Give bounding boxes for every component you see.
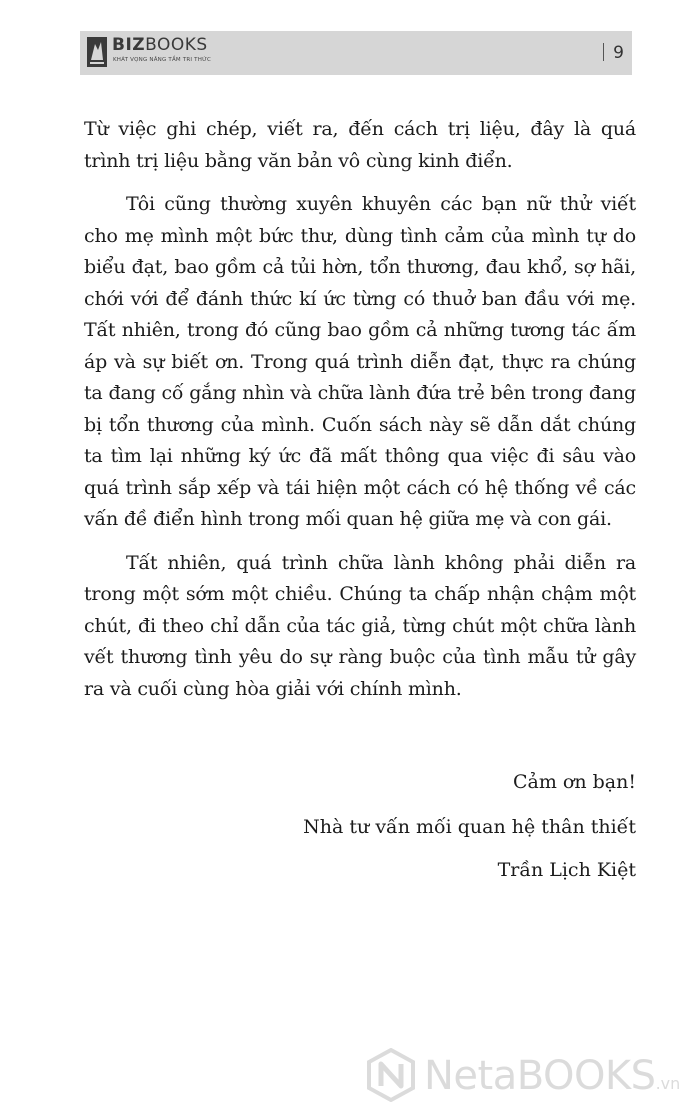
signature-name: Trần Lịch Kiệt	[497, 859, 636, 881]
page-header	[80, 31, 632, 75]
brand-tagline: KHÁT VỌNG NÂNG TẦM TRI THỨC	[113, 57, 212, 63]
netabooks-logo-icon	[364, 1048, 418, 1102]
watermark	[364, 1044, 681, 1106]
body-text	[84, 114, 636, 705]
brand-name	[112, 35, 208, 55]
watermark-text	[424, 1054, 680, 1106]
paragraph-3: Tất nhiên, quá trình chữa lành không phải diễn ra trong một sớm một chiều. Chúng ta chấp nhận chậm một chút, đi theo chỉ dẫn của tác giả, từng chút một chữa lành vết thương tình yêu do sự ràng buộc của tình mẫu tử gây ra và cuối cùng hòa giải với chính mình.	[84, 551, 636, 700]
paragraph-2: Tôi cũng thường xuyên khuyên các bạn nữ thử viết cho mẹ mình một bức thư, dùng tình cảm của mình tự do biểu đạt, bao gồm cả tủi hờn, tổn thương, đau khổ, sợ hãi, chới với để đánh thức kí ức từng có thuở ban đầu với mẹ. Tất nhiên, trong đó cũng bao gồm cả những tương tác ấm áp và sự biết ơn. Trong quá trình diễn đạt, thực ra chúng ta đang cố gắng nhìn và chữa lành đứa trẻ bên trong đang bị tổn thương của mình. Cuốn sách này sẽ dẫn dắt chúng ta tìm lại những ký ức đã mất thông qua việc đi sâu vào quá trình sắp xếp và tái hiện một cách có hệ thống về các vấn đề điển hình trong mối quan hệ giữa mẹ và con gái.	[84, 193, 636, 530]
brand-light: BOOKS	[145, 35, 208, 55]
brand-bold: BIZ	[112, 35, 146, 55]
page-number-value: 9	[613, 43, 624, 63]
page-number-divider	[603, 43, 604, 61]
watermark-suffix: .vn	[655, 1074, 681, 1093]
signature-thanks: Cảm ơn bạn!	[513, 771, 636, 793]
watermark-brand: NetaBOOKS	[424, 1053, 656, 1099]
page-number	[603, 42, 624, 64]
bizbooks-logo-icon	[86, 36, 108, 68]
signature-title: Nhà tư vấn mối quan hệ thân thiết	[303, 816, 636, 838]
paragraph-1: Từ việc ghi chép, viết ra, đến cách trị liệu, đây là quá trình trị liệu bằng văn bản vô cùng kinh điển.	[84, 118, 636, 172]
